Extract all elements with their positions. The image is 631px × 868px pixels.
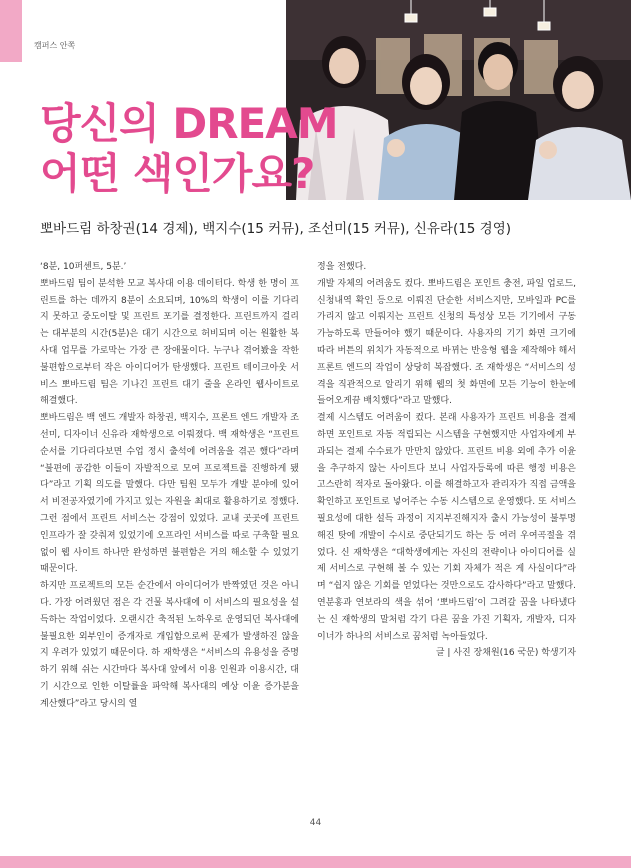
group-photo xyxy=(286,0,631,200)
byline: 글 | 사진 장채원(16 국문) 학생기자 xyxy=(435,648,576,659)
paragraph: 뽀바드림 팀이 분석한 모교 복사대 이용 데이터다. 학생 한 명이 프린트를 하는 데까지 8분이 소요되며, 10%의 학생이 이를 기다리지 못하고 중도이탈 및 프린트 포기를 결정한다. 프린트까지 걸리는 대부분의 시간(5분)은 대기 시간으로 허비되며 이는 원활한 복사대 업무를 가로막는 가장 큰 장애물이다. 누구나 겪어봤을 작한 불편함으로부터 작은 아이디어가 탄생했다. 프린트 테이크아웃 서비스 뽀바드림 팀은 기나긴 프린트 대기 줄을 온라인 웹사이트로 해결했다. xyxy=(40,278,299,407)
section-label: 캠퍼스 안쪽 xyxy=(34,41,76,50)
article-title xyxy=(40,100,338,200)
article-column-1 xyxy=(40,259,299,713)
paragraph: ‘8분, 10퍼센트, 5분.’ xyxy=(40,262,127,272)
paragraph: 결제 시스템도 어려움이 컸다. 본래 사용자가 프린트 비용을 결제하면 포인트로 자동 적립되는 시스템을 구현했지만 사업자에게 부과되는 결제 수수료가 만만치 않았다. 프린트 비용 외에 추가 이윤을 추구하지 않는 사이트다 보니 사업자등록에 따른 행정 비용은 고스란히 적자로 돌아왔다. 이를 해결하고자 관리자가 직접 금액을 확인하고 포인트로 넣어주는 수동 시스템으로 운영했다. 또 서비스 필요성에 대한 설득 과정이 지지부진해지자 출시 가능성이 불투명해진 탓에 개발이 수시로 중단되기도 하는 등 여러 우여곡절을 겪었다. 신 재학생은 “대학생에게는 자신의 전략이나 아이디어를 실제 서비스로 구현해 볼 수 있는 기회 자체가 적은 게 사실이다”라며 “쉽지 않은 기회를 얻었다는 것만으로도 감사하다”라고 말했다. 연분홍과 연보라의 색을 섞어 ‘뽀바드림’이 그려갈 꿈을 나타냈다는 신 재학생의 말처럼 각기 다른 꿈을 가진 기획자, 개발자, 디자이너가 하나의 서비스로 꿈처럼 녹아들었다. xyxy=(317,413,576,642)
paragraph: 하지만 프로젝트의 모든 순간에서 아이디어가 반짝였던 것은 아니다. 가장 어려웠던 점은 각 건물 복사대에 이 서비스의 필요성을 설득하는 작업이었다. 오랜시간 축적된 노하우로 운영되던 복사대에 불필요한 외부인이 증개자로 개입함으로써 문제가 발생하진 않을지 우려가 있었기 때문이다. 하 재학생은 “서비스의 유용성을 증명하기 위해 쉬는 시간마다 복사대 앞에서 이용 인원과 이용시간, 대기 시간으로 인한 이탈률을 파악해 복사대의 예상 이윤 증가분을 계산했다”라고 당시의 열 xyxy=(40,581,299,709)
title-line-2: 어떤 색인가요? xyxy=(40,149,315,198)
paragraph: 뽀바드림은 백 엔드 개발자 하창권, 백지수, 프론트 엔드 개발자 조선미, 디자이너 신유라 재학생으로 이뤄졌다. 백 재학생은 “프린트 순서를 기다리다보면 수업 정시 출석에 어려움을 겪곤 했다”라며 “불편에 공감한 이들이 자발적으로 모여 프로젝트를 진행하게 됐다”라고 기획 의도를 말했다. 다만 팀원 모두가 개발 분야에 있어서 비전공자였기에 가지고 있는 자원을 최대로 활용하기로 정했다. 그런 점에서 프린트 서비스는 강점이 있었다. 교내 곳곳에 프린트 인프라가 잘 갖춰져 있었기에 오프라인 서비스를 따로 구축할 필요 없이 웹 사이트 하나만 완성하면 불편함은 거의 해소할 수 있었기 때문이다. xyxy=(40,413,299,575)
paragraph: 개발 자체의 어려움도 컸다. 뽀바드림은 포인트 충전, 파일 업로드, 신청내역 확인 등으로 이뤄진 단순한 서비스지만, 모바일과 PC를 가리지 않고 이뤄지는 프린트 신청의 특성상 모든 기기에서 구동 가능하도록 만들어야 했기 때문이다. 사용자의 기기 화면 크기에 따라 버튼의 위치가 자동적으로 바뀌는 반응형 웹을 제작해야 해서 프론트 엔드의 작업이 상당히 복잡했다. 조 재학생은 “서비스의 성격을 직관적으로 알리기 위해 웹의 첫 화면에 모든 기능이 한눈에 들어오게끔 배치했다”라고 말했다. xyxy=(317,278,576,407)
footer-bar xyxy=(0,856,631,868)
team-members: 뽀바드림 하창권(14 경제), 백지수(15 커뮤), 조선미(15 커뮤), 신유라(15 경영) xyxy=(40,221,512,237)
section-color-tab xyxy=(0,0,22,62)
title-line-1: 당신의 DREAM xyxy=(40,99,338,148)
page-number: 44 xyxy=(309,818,322,828)
group-photo-illustration xyxy=(286,0,631,200)
paragraph: 정을 전했다. xyxy=(317,262,367,272)
article-column-2 xyxy=(317,259,576,662)
